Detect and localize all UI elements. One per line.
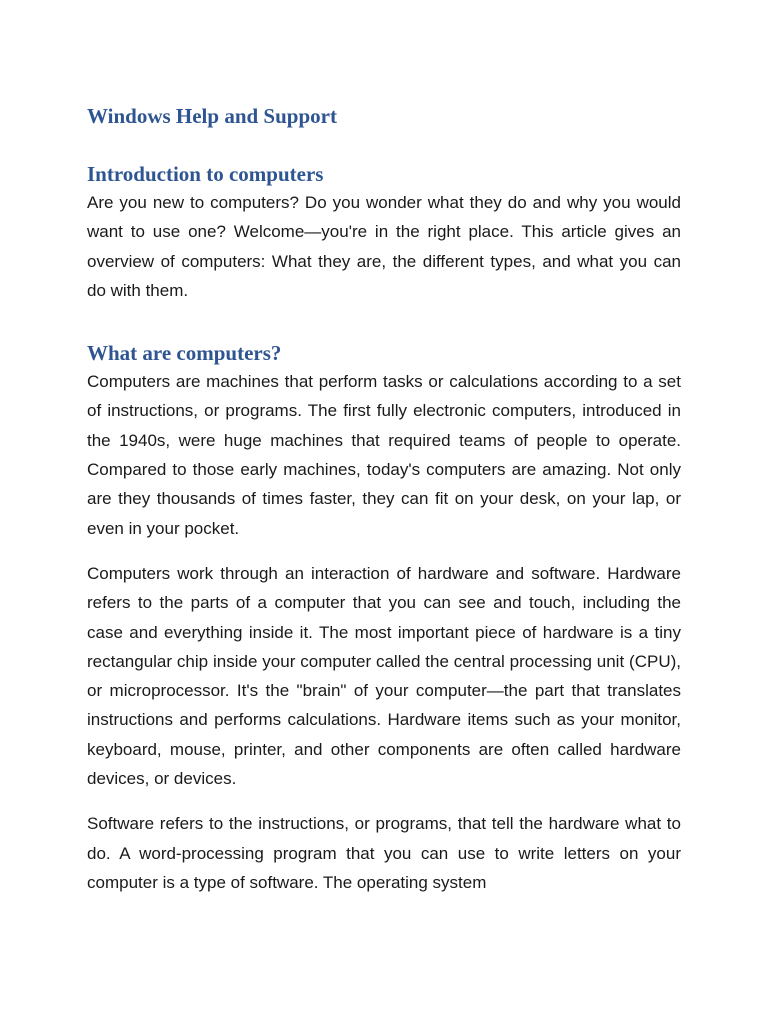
section-what-are-computers (87, 339, 681, 897)
title-block (87, 100, 681, 132)
document-title: Windows Help and Support (87, 104, 337, 128)
section-heading-introduction: Introduction to computers (87, 162, 324, 186)
section-introduction (87, 160, 681, 305)
paragraph-software: Software refers to the instructions, or programs, that tell the hardware what to do. A word-processing program that you can use to write letters on your computer is a type of software. The operating system (87, 814, 681, 892)
paragraph-hardware-software: Computers work through an interaction of hardware and software. Hardware refers to the parts of a computer that you can see and touch, including the case and everything inside it. The most important piece of hardware is a tiny rectangular chip inside your computer called the central processing unit (CPU), or microprocessor. It's the "brain" of your computer—the part that translates instructions and performs calculations. Hardware items such as your monitor, keyboard, mouse, printer, and other components are often called hardware devices, or devices. (87, 563, 681, 789)
paragraph-intro: Are you new to computers? Do you wonder what they do and why you would want to use one? Welcome—you're in the right place. This article gives an overview of computers: What they are, the different types, and what you can do with them. (87, 193, 681, 300)
paragraph-computers-definition: Computers are machines that perform tasks or calculations according to a set of instructions, or programs. The first fully electronic computers, introduced in the 1940s, were huge machines that required teams of people to operate. Compared to those early machines, today's computers are amazing. Not only are they thousands of times faster, they can fit on your desk, on your lap, or even in your pocket. (87, 372, 681, 538)
section-heading-what-are-computers: What are computers? (87, 341, 282, 366)
document-page (87, 100, 681, 913)
